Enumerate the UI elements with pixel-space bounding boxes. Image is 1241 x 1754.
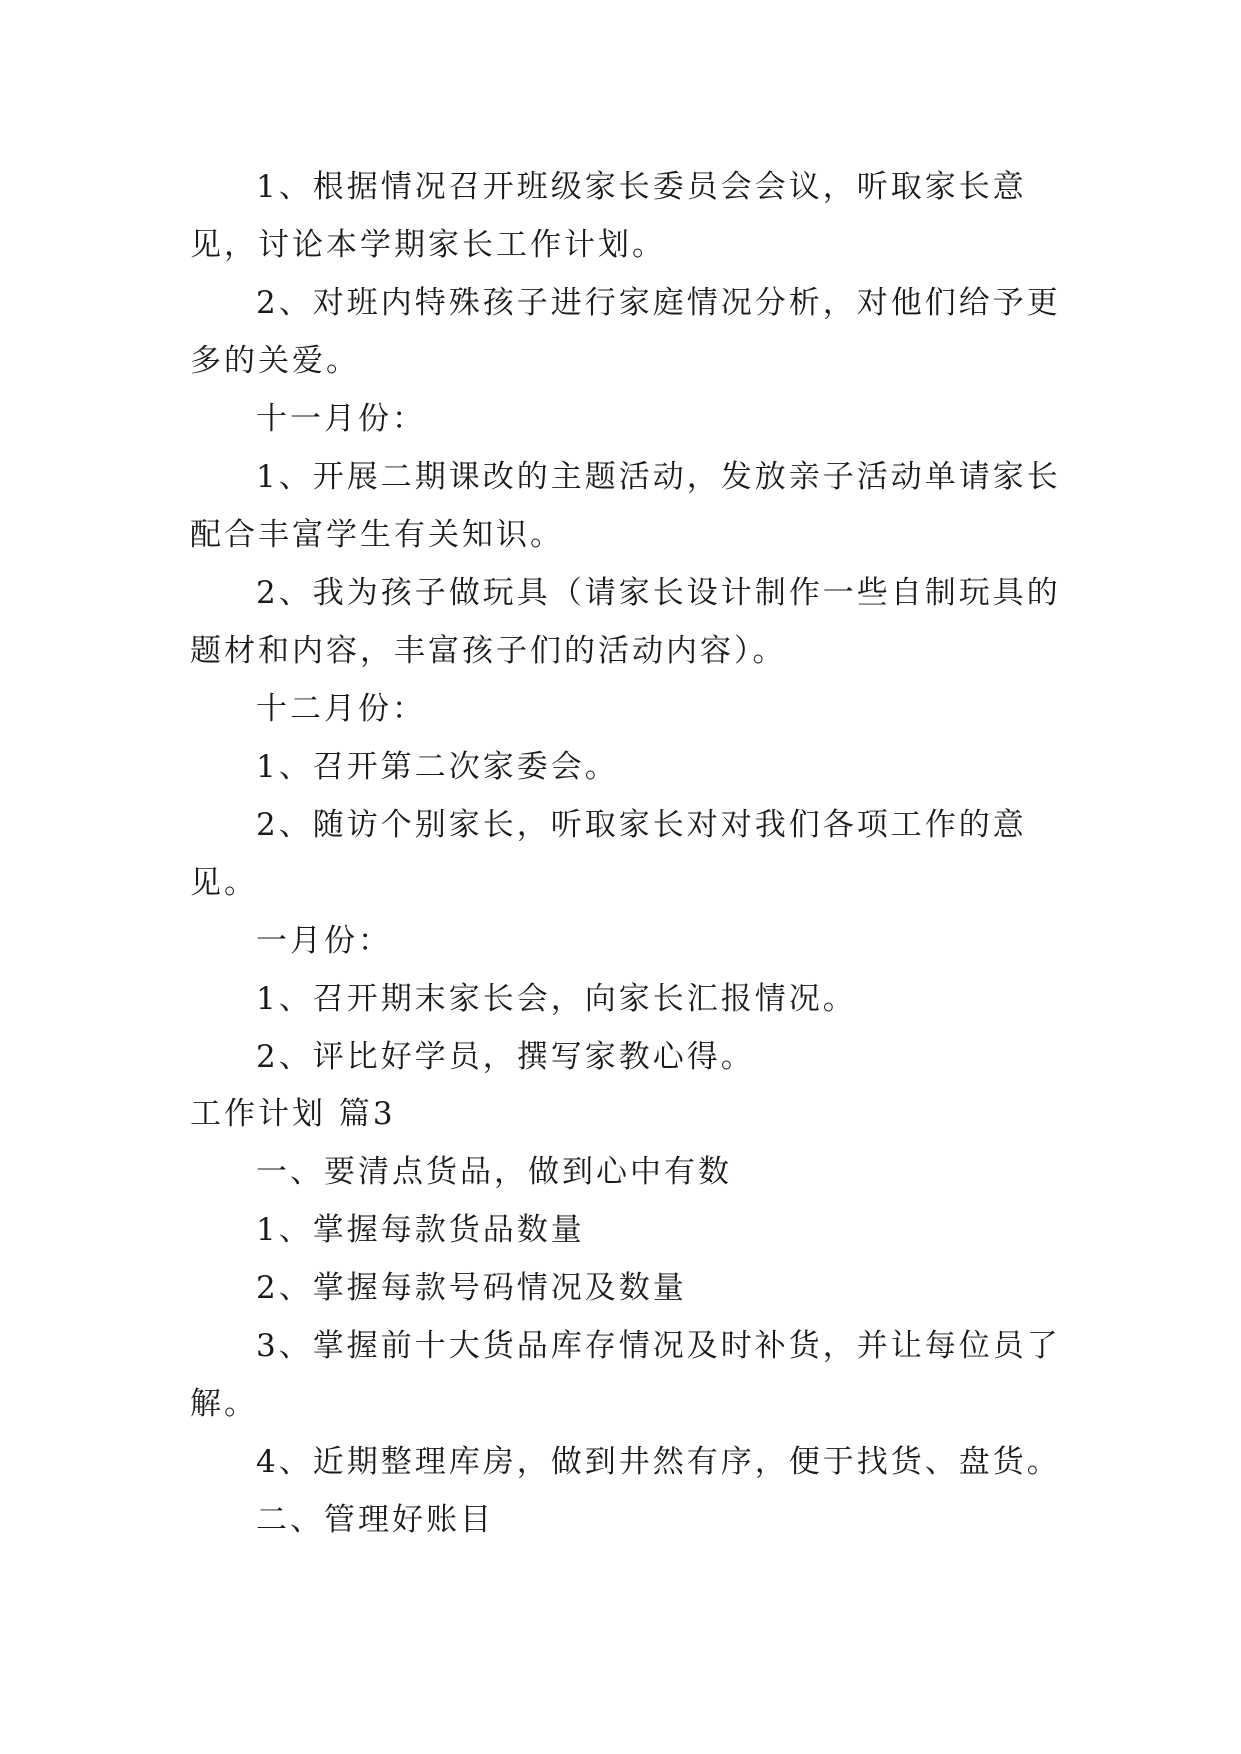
paragraph: 3、掌握前十大货品库存情况及时补货，并让每位员了解。 — [190, 1328, 1061, 1422]
section-heading: 工作计划 篇3 — [190, 1096, 396, 1132]
paragraph: 2、我为孩子做玩具（请家长设计制作一些自制玩具的题材和内容，丰富孩子们的活动内容）。 — [190, 575, 1061, 669]
paragraph: 一、要清点货品，做到心中有数 — [256, 1154, 732, 1190]
paragraph: 2、评比好学员，撰写家教心得。 — [256, 1039, 755, 1075]
month-heading: 十一月份： — [256, 401, 426, 437]
paragraph: 1、开展二期课改的主题活动，发放亲子活动单请家长配合丰富学生有关知识。 — [190, 459, 1061, 553]
month-heading: 十二月份： — [256, 691, 426, 727]
section-2-body — [190, 1085, 1070, 1549]
paragraph: 1、召开第二次家委会。 — [256, 749, 619, 785]
paragraph: 1、掌握每款货品数量 — [256, 1212, 585, 1248]
paragraph: 2、对班内特殊孩子进行家庭情况分析，对他们给予更多的关爱。 — [190, 285, 1061, 379]
month-heading: 一月份： — [256, 923, 392, 959]
paragraph: 1、根据情况召开班级家长委员会会议，听取家长意见，讨论本学期家长工作计划。 — [190, 169, 1027, 263]
section-1-body — [190, 158, 1070, 1086]
paragraph: 二、管理好账目 — [256, 1502, 494, 1538]
paragraph: 2、随访个别家长，听取家长对对我们各项工作的意见。 — [190, 807, 1027, 901]
paragraph: 4、近期整理库房，做到井然有序，便于找货、盘货。 — [256, 1444, 1061, 1480]
paragraph: 1、召开期末家长会，向家长汇报情况。 — [256, 981, 857, 1017]
paragraph: 2、掌握每款号码情况及数量 — [256, 1270, 687, 1306]
